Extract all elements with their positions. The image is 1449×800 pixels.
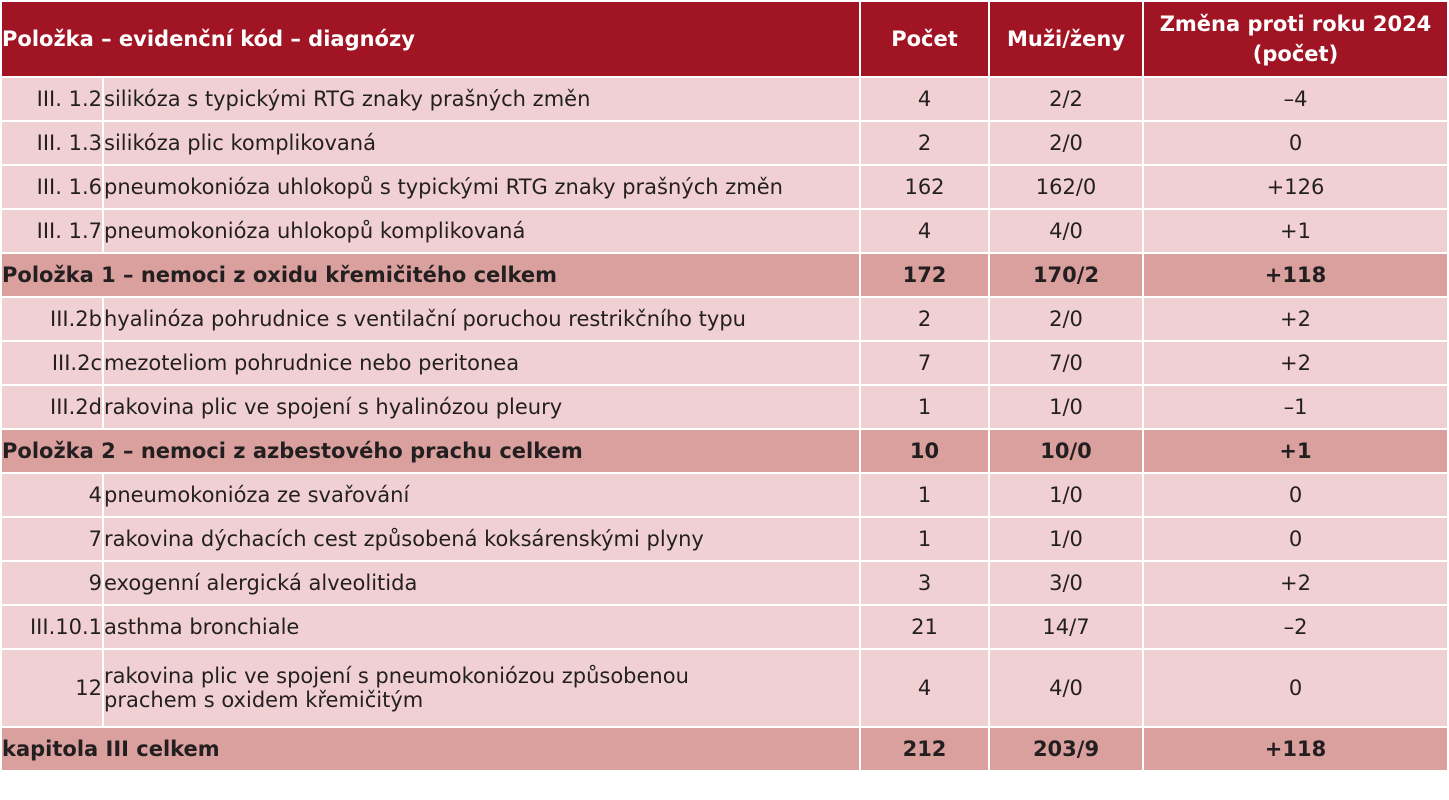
count-cell: 4 bbox=[861, 650, 988, 726]
code-cell: III. 1.3 bbox=[2, 122, 102, 164]
diagnosis-cell: pneumokonióza uhlokopů s typickými RTG znaky prašných změn bbox=[104, 166, 859, 208]
summary-label: Položka 2 – nemoci z azbestového prachu celkem bbox=[2, 430, 859, 472]
change-cell: 0 bbox=[1144, 474, 1447, 516]
change-cell: +1 bbox=[1144, 430, 1447, 472]
sex-ratio-cell: 4/0 bbox=[990, 650, 1142, 726]
table-row bbox=[2, 78, 1447, 120]
change-cell: +2 bbox=[1144, 298, 1447, 340]
change-cell: 0 bbox=[1144, 650, 1447, 726]
code-cell: III. 1.6 bbox=[2, 166, 102, 208]
change-cell: +1 bbox=[1144, 210, 1447, 252]
sex-ratio-cell: 2/2 bbox=[990, 78, 1142, 120]
count-cell: 1 bbox=[861, 386, 988, 428]
header-count: Počet bbox=[861, 2, 988, 76]
sex-ratio-cell: 1/0 bbox=[990, 518, 1142, 560]
count-cell: 162 bbox=[861, 166, 988, 208]
diagnosis-cell: pneumokonióza ze svařování bbox=[104, 474, 859, 516]
change-cell: –4 bbox=[1144, 78, 1447, 120]
change-cell: +118 bbox=[1144, 728, 1447, 770]
summary-row bbox=[2, 254, 1447, 296]
count-cell: 4 bbox=[861, 210, 988, 252]
count-cell: 10 bbox=[861, 430, 988, 472]
count-cell: 4 bbox=[861, 78, 988, 120]
count-cell: 3 bbox=[861, 562, 988, 604]
change-cell: –1 bbox=[1144, 386, 1447, 428]
sex-ratio-cell: 2/0 bbox=[990, 298, 1142, 340]
change-cell: 0 bbox=[1144, 518, 1447, 560]
sex-ratio-cell: 14/7 bbox=[990, 606, 1142, 648]
diagnosis-cell: pneumokonióza uhlokopů komplikovaná bbox=[104, 210, 859, 252]
code-cell: III.2c bbox=[2, 342, 102, 384]
sex-ratio-cell: 203/9 bbox=[990, 728, 1142, 770]
change-cell: +2 bbox=[1144, 562, 1447, 604]
diagnosis-cell: silikóza s typickými RTG znaky prašných změn bbox=[104, 78, 859, 120]
table-row bbox=[2, 166, 1447, 208]
table-row bbox=[2, 386, 1447, 428]
table-row bbox=[2, 210, 1447, 252]
sex-ratio-cell: 3/0 bbox=[990, 562, 1142, 604]
code-cell: III. 1.2 bbox=[2, 78, 102, 120]
change-cell: 0 bbox=[1144, 122, 1447, 164]
count-cell: 172 bbox=[861, 254, 988, 296]
table-body bbox=[2, 78, 1447, 770]
code-cell: 12 bbox=[2, 650, 102, 726]
code-cell: 9 bbox=[2, 562, 102, 604]
table-row bbox=[2, 342, 1447, 384]
count-cell: 1 bbox=[861, 474, 988, 516]
code-cell: 4 bbox=[2, 474, 102, 516]
sex-ratio-cell: 4/0 bbox=[990, 210, 1142, 252]
table-row bbox=[2, 606, 1447, 648]
table-header bbox=[2, 2, 1447, 76]
code-cell: III.2b bbox=[2, 298, 102, 340]
header-sex: Muži/ženy bbox=[990, 2, 1142, 76]
header-change: Změna proti roku 2024 (počet) bbox=[1144, 2, 1447, 76]
code-cell: 7 bbox=[2, 518, 102, 560]
table-row bbox=[2, 650, 1447, 726]
table-row bbox=[2, 474, 1447, 516]
table-row bbox=[2, 298, 1447, 340]
table-row bbox=[2, 562, 1447, 604]
table-row bbox=[2, 122, 1447, 164]
count-cell: 2 bbox=[861, 298, 988, 340]
summary-row bbox=[2, 728, 1447, 770]
change-cell: +118 bbox=[1144, 254, 1447, 296]
sex-ratio-cell: 162/0 bbox=[990, 166, 1142, 208]
diagnosis-cell: asthma bronchiale bbox=[104, 606, 859, 648]
code-cell: III. 1.7 bbox=[2, 210, 102, 252]
sex-ratio-cell: 170/2 bbox=[990, 254, 1142, 296]
sex-ratio-cell: 7/0 bbox=[990, 342, 1142, 384]
change-cell: +2 bbox=[1144, 342, 1447, 384]
count-cell: 21 bbox=[861, 606, 988, 648]
count-cell: 1 bbox=[861, 518, 988, 560]
sex-ratio-cell: 2/0 bbox=[990, 122, 1142, 164]
diagnosis-cell: rakovina dýchacích cest způsobená koksárenskými plyny bbox=[104, 518, 859, 560]
diagnosis-cell: hyalinóza pohrudnice s ventilační poruchou restrikčního typu bbox=[104, 298, 859, 340]
diagnosis-cell: rakovina plic ve spojení s pneumokoniózou způsobenou prachem s oxidem křemičitým bbox=[104, 650, 859, 726]
count-cell: 2 bbox=[861, 122, 988, 164]
summary-label: kapitola III celkem bbox=[2, 728, 859, 770]
code-cell: III.2d bbox=[2, 386, 102, 428]
change-cell: –2 bbox=[1144, 606, 1447, 648]
summary-label: Položka 1 – nemoci z oxidu křemičitého celkem bbox=[2, 254, 859, 296]
diagnosis-cell: exogenní alergická alveolitida bbox=[104, 562, 859, 604]
header-item: Položka – evidenční kód – diagnózy bbox=[2, 2, 859, 76]
diagnosis-cell: rakovina plic ve spojení s hyalinózou pleury bbox=[104, 386, 859, 428]
table-row bbox=[2, 518, 1447, 560]
code-cell: III.10.1 bbox=[2, 606, 102, 648]
sex-ratio-cell: 1/0 bbox=[990, 474, 1142, 516]
count-cell: 7 bbox=[861, 342, 988, 384]
diagnosis-cell: mezoteliom pohrudnice nebo peritonea bbox=[104, 342, 859, 384]
sex-ratio-cell: 10/0 bbox=[990, 430, 1142, 472]
summary-row bbox=[2, 430, 1447, 472]
header-row bbox=[2, 2, 1447, 76]
diagnosis-cell: silikóza plic komplikovaná bbox=[104, 122, 859, 164]
sex-ratio-cell: 1/0 bbox=[990, 386, 1142, 428]
count-cell: 212 bbox=[861, 728, 988, 770]
change-cell: +126 bbox=[1144, 166, 1447, 208]
